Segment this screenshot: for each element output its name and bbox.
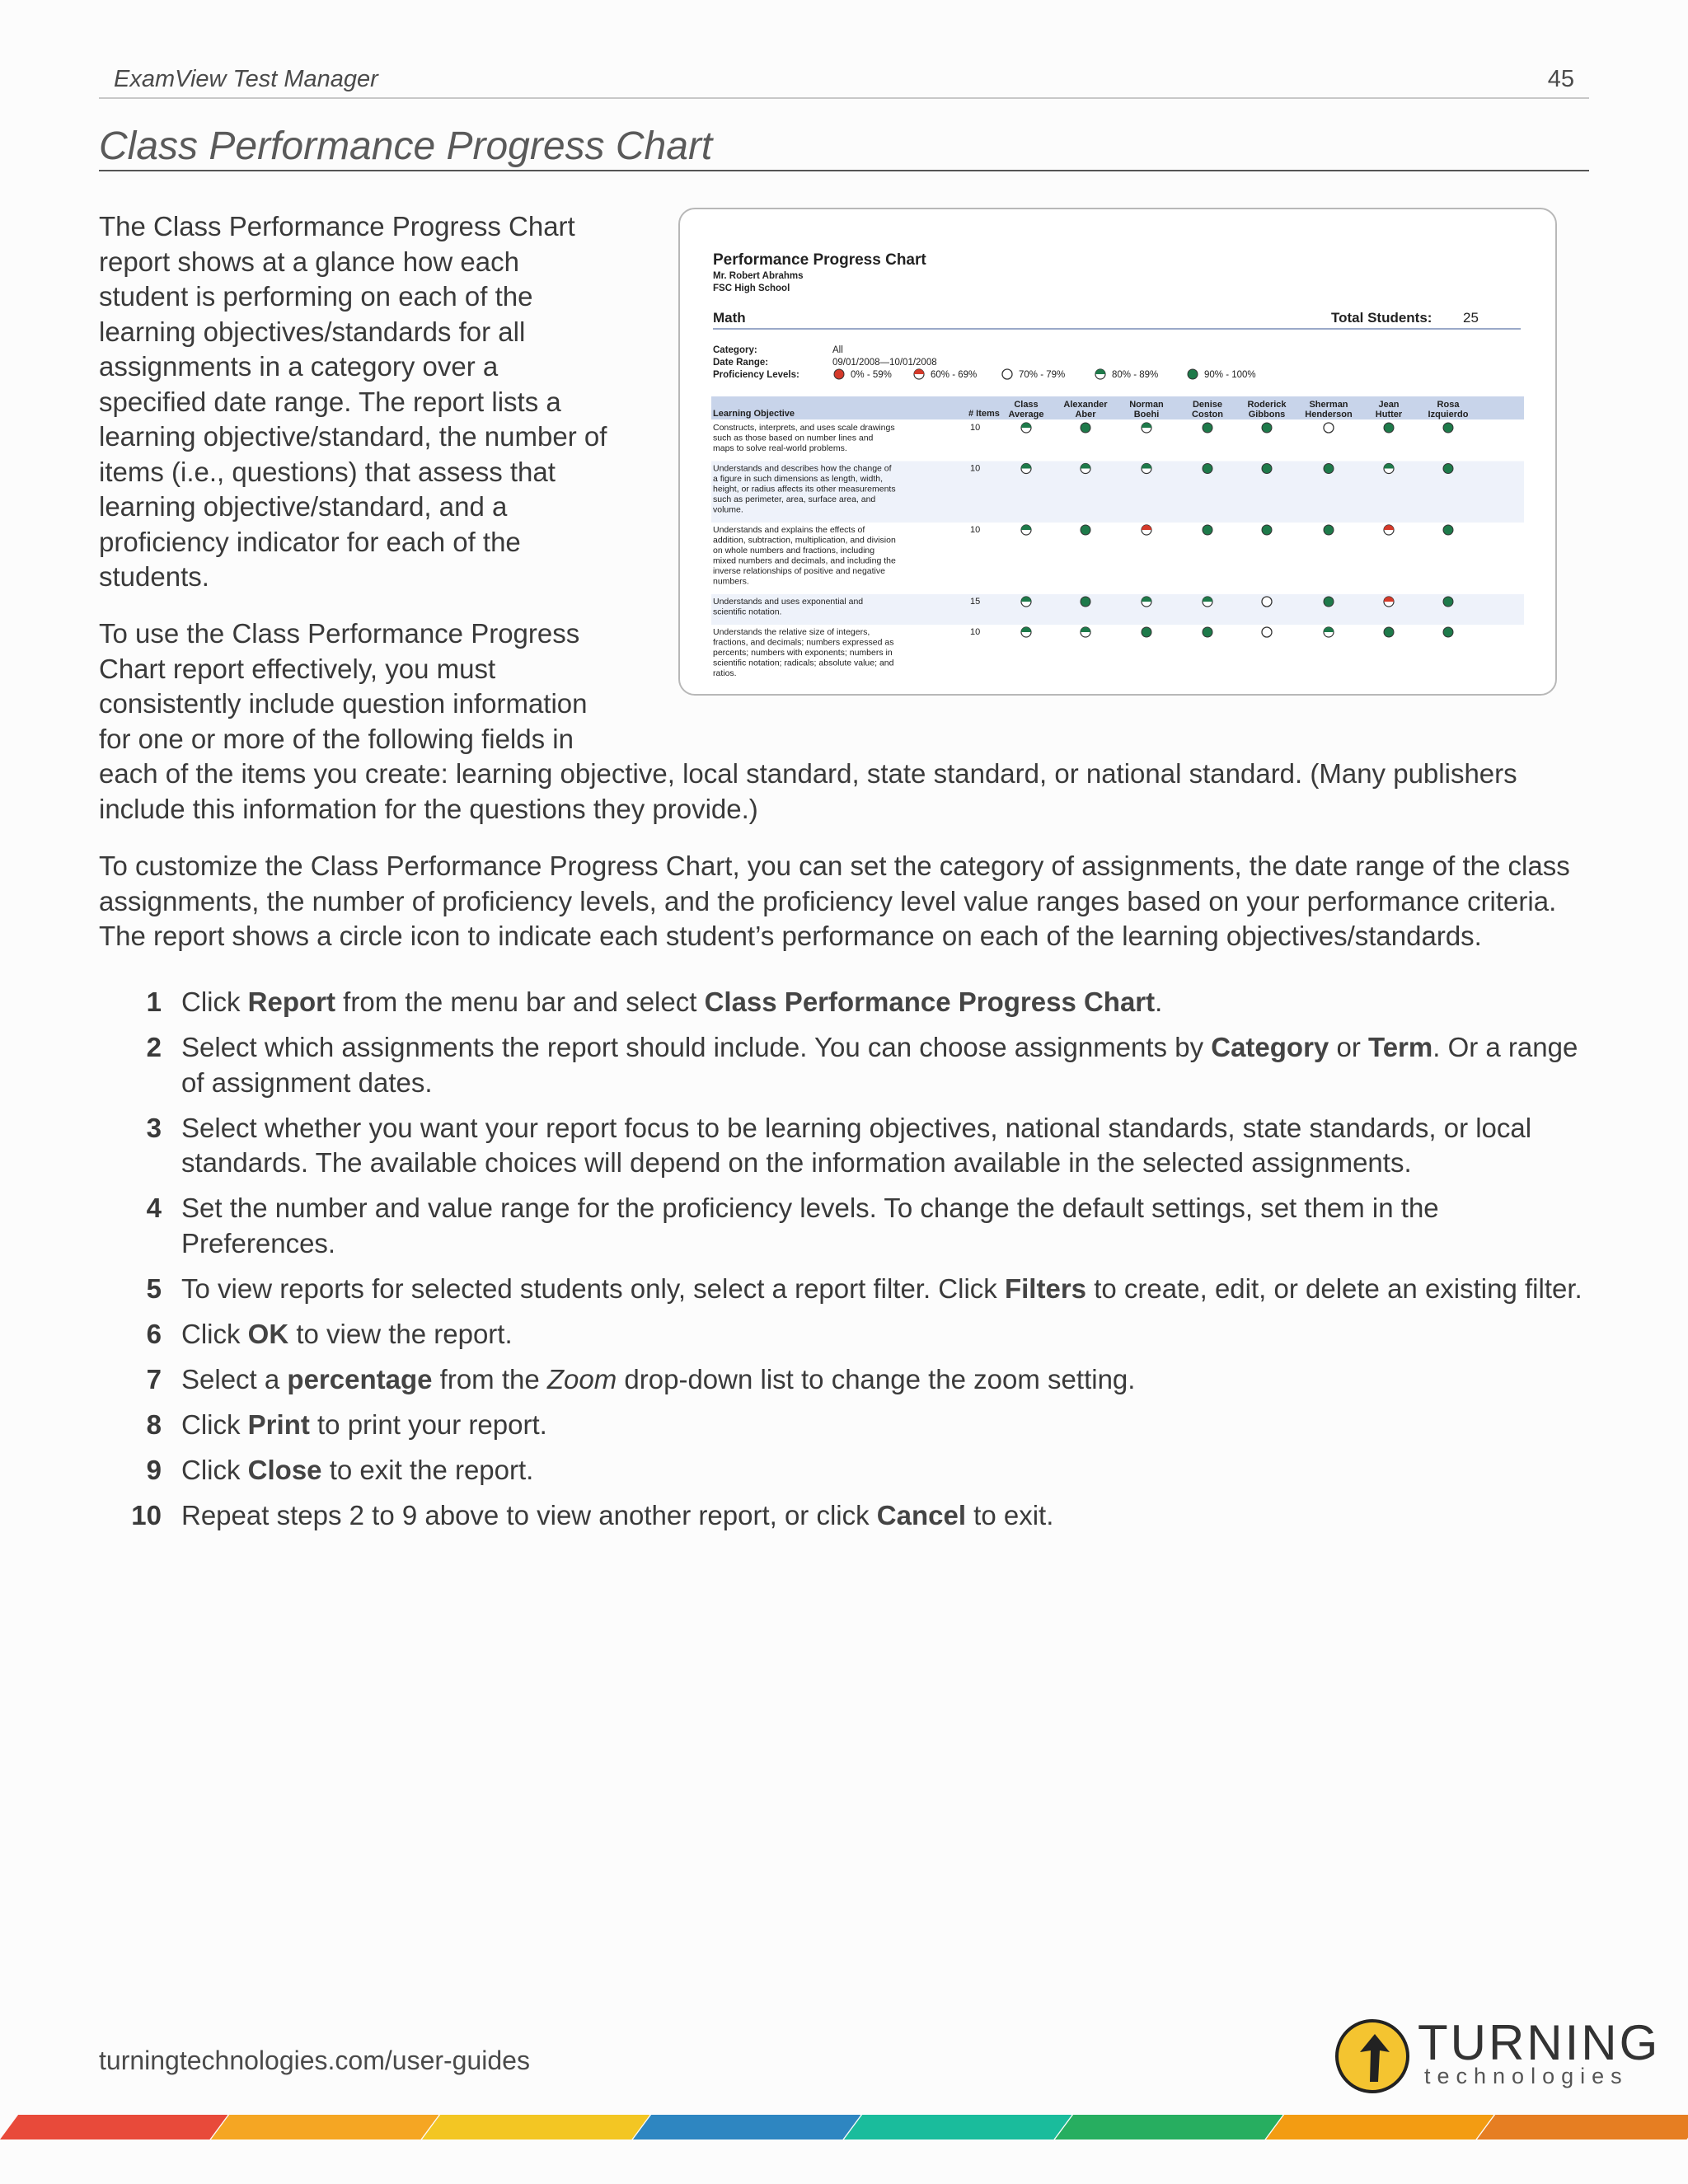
step-item xyxy=(99,1362,1582,1398)
category-value: All xyxy=(832,345,843,355)
objective-text-line: scientific notation. xyxy=(713,607,782,617)
student-last-name: Izquierdo xyxy=(1428,410,1469,419)
student-first-name: Alexander xyxy=(1063,400,1108,410)
objective-text-line: Constructs, interprets, and uses scale drawings xyxy=(713,423,895,433)
col-items: # Items xyxy=(968,409,1000,419)
proficiency-marker-green-half xyxy=(1324,627,1334,637)
objective-text-line: inverse relationships of positive and negative xyxy=(713,566,885,576)
steps-list xyxy=(99,985,1582,1544)
proficiency-marker-red-half xyxy=(1384,525,1394,535)
proficiency-marker-green-half xyxy=(1142,464,1151,474)
step-item xyxy=(99,1453,1582,1488)
objective-text-line: fractions, and decimals; numbers expressed as xyxy=(713,637,894,648)
step-text: to print your report. xyxy=(309,1408,547,1440)
up-arrow-icon xyxy=(1358,2034,1391,2083)
step-text: Select which assignments the report should include. You can choose assignments by xyxy=(181,1032,1212,1062)
proficiency-marker-green-full xyxy=(1443,423,1453,433)
col-objective: Learning Objective xyxy=(713,409,795,419)
proficiency-marker-green-full xyxy=(1262,464,1272,474)
proficiency-marker-green-full xyxy=(1203,464,1212,474)
proficiency-marker-green-full xyxy=(1203,525,1212,535)
proficiency-marker-green-half xyxy=(1081,627,1090,637)
step-text: to exit the report. xyxy=(321,1454,534,1485)
strip-segment xyxy=(422,2115,649,2139)
step-bold-term: Filters xyxy=(1004,1272,1087,1304)
level-range: 70% - 79% xyxy=(1019,370,1066,380)
step-bold-term: Term xyxy=(1367,1032,1433,1062)
student-first-name: Class xyxy=(1014,400,1039,410)
step-number: 7 xyxy=(146,1363,162,1394)
report-subject: Math xyxy=(713,310,746,326)
objective-text-line: height, or radius affects its other measurements xyxy=(713,484,896,494)
report-teacher: Mr. Robert Abrahms xyxy=(713,271,804,281)
step-number: 2 xyxy=(146,1032,162,1062)
step-text: or xyxy=(1329,1032,1368,1062)
objective-text-line: ratios. xyxy=(713,668,737,678)
proficiency-marker-green-full xyxy=(1262,423,1272,433)
student-first-name: Roderick xyxy=(1247,400,1287,410)
row-item-count: 10 xyxy=(970,627,981,637)
level-range: 60% - 69% xyxy=(931,370,978,380)
proficiency-marker-green-half xyxy=(1021,627,1031,637)
strip-segment xyxy=(1477,2115,1688,2139)
step-bold-term: Print xyxy=(247,1408,310,1440)
objective-text-line: mixed numbers and decimals, and including the xyxy=(713,555,896,566)
proficiency-marker-red-half xyxy=(1142,525,1151,535)
objective-text-line: Understands and describes how the change of xyxy=(713,463,892,474)
customize-paragraph: To customize the Class Performance Progress Chart, you can set the category of assignments, the date range of the class assignments, the number of proficiency levels, and the proficiency level value ranges based on your performance criteria. The report shows a circle icon to indicate each student’s performance on each of the learning objectives/standards. xyxy=(99,851,1570,951)
objective-text-line: Understands the relative size of integers, xyxy=(713,627,870,637)
strip-segment xyxy=(1266,2115,1493,2139)
logo-subword: technologies xyxy=(1424,2064,1629,2088)
step-text: Select whether you want your report focus to be learning objectives, national standards, state standards, or local standards. The available choices will depend on the information available in the selected assignments. xyxy=(181,1112,1532,1178)
report-screenshot xyxy=(678,208,1557,696)
proficiency-marker-green-full xyxy=(1203,627,1212,637)
proficiency-marker-green-half xyxy=(1203,597,1212,607)
objective-text-line: Understands and explains the effects of xyxy=(713,525,865,535)
step-text: Repeat steps 2 to 9 above to view another report, or click xyxy=(181,1499,877,1530)
turning-logo xyxy=(1335,2015,1661,2100)
category-label: Category: xyxy=(713,345,757,355)
student-first-name: Denise xyxy=(1192,400,1223,410)
report-chart xyxy=(680,209,1555,694)
student-last-name: Aber xyxy=(1075,410,1096,419)
step-item xyxy=(99,1111,1582,1181)
proficiency-marker-green-full xyxy=(1081,597,1090,607)
step-text: from the xyxy=(432,1363,547,1394)
student-last-name: Average xyxy=(1008,410,1044,419)
step-italic-term: Zoom xyxy=(546,1363,617,1394)
step-number: 1 xyxy=(146,987,162,1017)
step-bold-term: Report xyxy=(247,987,336,1017)
proficiency-marker-green-half xyxy=(1095,369,1105,379)
report-school: FSC High School xyxy=(713,284,790,293)
levels-label: Proficiency Levels: xyxy=(713,370,799,380)
objective-text-line: a figure in such dimensions as length, width, xyxy=(713,474,884,484)
proficiency-marker-green-full xyxy=(1324,525,1334,535)
proficiency-marker-empty xyxy=(1002,369,1012,379)
proficiency-marker-green-full xyxy=(1188,369,1198,379)
proficiency-marker-green-full xyxy=(1443,464,1453,474)
student-last-name: Gibbons xyxy=(1248,410,1286,419)
report-total-value: 25 xyxy=(1463,310,1479,326)
objective-text-line: numbers. xyxy=(713,576,749,587)
proficiency-marker-green-half xyxy=(1142,423,1151,433)
student-last-name: Coston xyxy=(1192,410,1223,419)
student-last-name: Hutter xyxy=(1375,410,1403,419)
proficiency-marker-green-half xyxy=(1021,525,1031,535)
objective-text-line: scientific notation; radicals; absolute value; and xyxy=(713,658,894,668)
step-text: . xyxy=(1155,987,1163,1017)
date-label: Date Range: xyxy=(713,358,769,368)
proficiency-marker-green-full xyxy=(1384,627,1394,637)
objective-text-line: such as perimeter, area, surface area, and xyxy=(713,494,876,504)
objective-text-line: volume. xyxy=(713,504,743,515)
level-range: 0% - 59% xyxy=(851,370,892,380)
strip-segment xyxy=(633,2115,860,2139)
step-number: 6 xyxy=(146,1318,162,1349)
step-number: 4 xyxy=(146,1193,162,1223)
row-item-count: 15 xyxy=(970,597,981,607)
proficiency-marker-green-full xyxy=(1443,597,1453,607)
step-number: 5 xyxy=(146,1272,162,1304)
proficiency-marker-green-half xyxy=(1021,423,1031,433)
objective-text-line: such as those based on number lines and xyxy=(713,433,874,443)
level-range: 90% - 100% xyxy=(1204,370,1256,380)
proficiency-marker-green-full xyxy=(1443,627,1453,637)
proficiency-marker-green-full xyxy=(1262,525,1272,535)
section-title: Class Performance Progress Chart xyxy=(99,124,1589,171)
step-item xyxy=(99,1408,1582,1443)
step-text: to exit. xyxy=(966,1499,1054,1530)
step-text: to view the report. xyxy=(288,1318,513,1349)
step-bold-term: Class Performance Progress Chart xyxy=(704,987,1156,1017)
proficiency-marker-red-half xyxy=(914,369,924,379)
strip-segment xyxy=(0,2115,227,2139)
proficiency-marker-green-full xyxy=(1081,423,1090,433)
intro-paragraph: The Class Performance Progress Chart report shows at a glance how each student is performing on each of the learning objectives/standards for all assignments in a category over a specified date range. The report lists a learning objective/standard, the number of items (i.e., questions) that assess that learning objective/standard, and a proficiency indicator for each of the students. xyxy=(99,211,607,592)
proficiency-marker-green-full xyxy=(1384,423,1394,433)
proficiency-marker-empty xyxy=(1262,597,1272,607)
proficiency-marker-green-full xyxy=(1324,464,1334,474)
strip-segment xyxy=(211,2115,438,2139)
report-title: Performance Progress Chart xyxy=(713,251,926,269)
header-title: ExamView Test Manager xyxy=(114,66,378,92)
step-item xyxy=(99,1317,1582,1352)
proficiency-marker-green-full xyxy=(1203,423,1212,433)
step-text: Click xyxy=(181,1318,248,1349)
step-item xyxy=(99,1272,1582,1307)
logo-word: TURNING xyxy=(1418,2015,1661,2070)
step-text: To view reports for selected students only, select a report filter. Click xyxy=(181,1272,1005,1304)
proficiency-marker-green-half xyxy=(1384,464,1394,474)
step-text: from the menu bar and select xyxy=(335,987,705,1017)
proficiency-marker-green-half xyxy=(1081,464,1090,474)
page-number: 45 xyxy=(1547,66,1574,92)
date-value: 09/01/2008—10/01/2008 xyxy=(832,358,937,368)
step-text: Click xyxy=(181,1408,248,1440)
step-item xyxy=(99,985,1582,1020)
step-item xyxy=(99,1030,1582,1100)
proficiency-marker-red-half xyxy=(1384,597,1394,607)
step-text: to create, edit, or delete an existing filter. xyxy=(1086,1272,1582,1304)
step-number: 10 xyxy=(131,1499,162,1530)
row-item-count: 10 xyxy=(970,423,981,433)
step-text: Select a xyxy=(181,1363,288,1394)
strip-segment xyxy=(1055,2115,1282,2139)
proficiency-marker-empty xyxy=(1262,627,1272,637)
usage-paragraph-tail: each of the items you create: learning objective, local standard, state standard, or national standard. (Many publishers include this information for the questions they provide.) xyxy=(99,758,1517,824)
logo-circle xyxy=(1335,2019,1409,2093)
step-bold-term: Category xyxy=(1211,1032,1329,1062)
step-text: drop-down list to change the zoom setting. xyxy=(617,1363,1136,1394)
student-first-name: Norman xyxy=(1129,400,1164,410)
student-first-name: Sherman xyxy=(1309,400,1348,410)
step-text: Set the number and value range for the proficiency levels. To change the default settings, set them in the Preferences. xyxy=(181,1193,1439,1258)
usage-paragraph-head: To use the Class Performance Progress Chart report effectively, you must consistently include question information for one or more of the following fields in xyxy=(99,618,588,754)
page-header xyxy=(99,66,1589,99)
step-text: Click xyxy=(181,987,248,1017)
student-first-name: Rosa xyxy=(1437,400,1460,410)
objective-text-line: addition, subtraction, multiplication, and division xyxy=(713,535,896,546)
color-strip xyxy=(0,2115,1688,2139)
student-last-name: Henderson xyxy=(1305,410,1353,419)
proficiency-marker-green-full xyxy=(1081,525,1090,535)
objective-text-line: on whole numbers and fractions, including xyxy=(713,546,875,555)
row-item-count: 10 xyxy=(970,463,981,474)
proficiency-marker-green-full xyxy=(1443,525,1453,535)
footer-url[interactable]: turningtechnologies.com/user-guides xyxy=(99,2046,530,2075)
proficiency-marker-green-half xyxy=(1142,597,1151,607)
level-range: 80% - 89% xyxy=(1112,370,1159,380)
strip-segment xyxy=(844,2115,1071,2139)
proficiency-marker-green-half xyxy=(1021,464,1031,474)
step-text: Click xyxy=(181,1454,248,1485)
objective-text-line: Understands and uses exponential and xyxy=(713,597,864,607)
step-bold-term: Close xyxy=(247,1454,322,1485)
step-bold-term: OK xyxy=(247,1318,289,1349)
step-number: 3 xyxy=(146,1112,162,1143)
proficiency-marker-green-full xyxy=(1142,627,1151,637)
proficiency-marker-empty xyxy=(1324,423,1334,433)
objective-text-line: maps to solve real-world problems. xyxy=(713,443,847,453)
proficiency-marker-green-half xyxy=(1021,597,1031,607)
step-item xyxy=(99,1498,1582,1534)
step-bold-term: Cancel xyxy=(876,1499,967,1530)
student-last-name: Boehi xyxy=(1133,410,1160,419)
step-item xyxy=(99,1191,1582,1261)
proficiency-marker-green-full xyxy=(1324,597,1334,607)
student-first-name: Jean xyxy=(1378,400,1400,410)
step-number: 8 xyxy=(146,1408,162,1440)
row-item-count: 10 xyxy=(970,525,981,535)
proficiency-marker-red-full xyxy=(834,369,844,379)
objective-text-line: percents; numbers with exponents; numbers in xyxy=(713,648,893,658)
step-bold-term: percentage xyxy=(287,1363,433,1394)
report-total-label: Total Students: xyxy=(1331,310,1432,326)
step-number: 9 xyxy=(146,1454,162,1485)
step-text: . Or a range of assignment dates. xyxy=(181,1032,1578,1098)
